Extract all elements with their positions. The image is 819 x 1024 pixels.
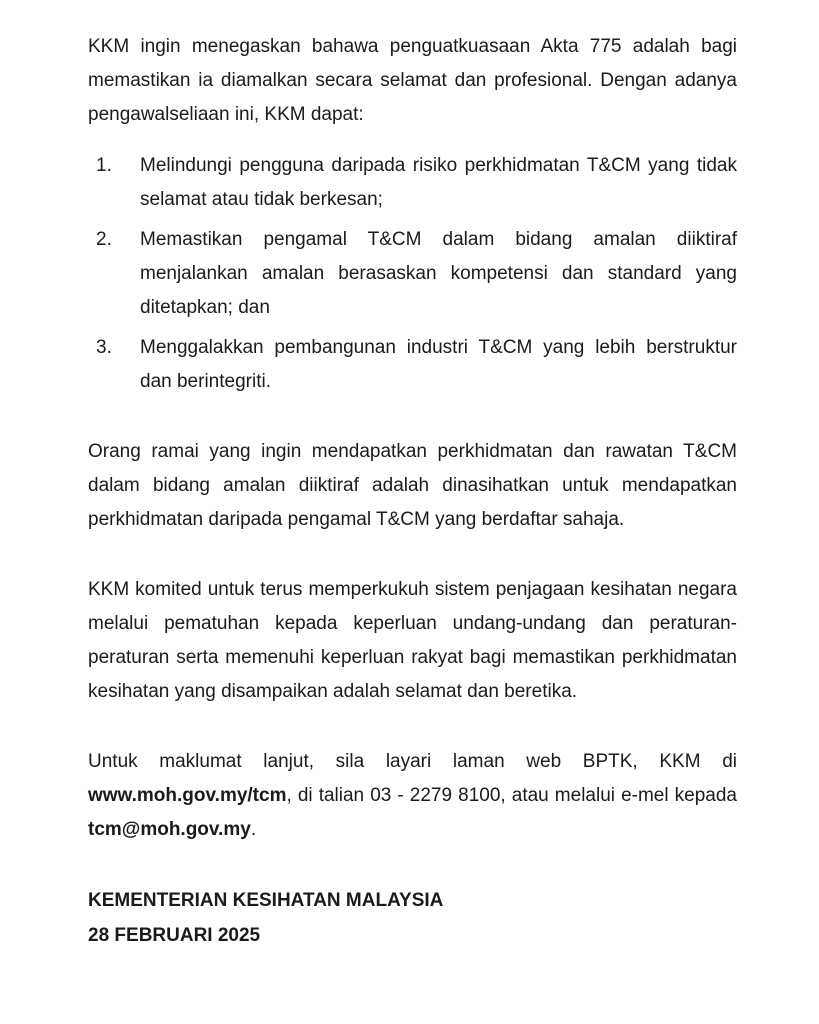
contact-paragraph — [88, 745, 737, 847]
numbered-list — [88, 149, 737, 399]
list-item — [88, 149, 737, 217]
list-item-text: Melindungi pengguna daripada risiko perkhidmatan T&CM yang tidak selamat atau tidak berkesan; — [140, 155, 737, 210]
signature-block — [88, 883, 737, 953]
contact-text: , di talian 03 - 2279 8100, atau melalui e-mel kepada — [286, 785, 737, 806]
website-url-text: www.moh.gov.my/tcm — [88, 785, 287, 806]
list-item — [88, 331, 737, 399]
list-item-number: 3. — [96, 337, 112, 358]
advice-paragraph: Orang ramai yang ingin mendapatkan perkhidmatan dan rawatan T&CM dalam bidang amalan diiktiraf adalah dinasihatkan untuk mendapatkan perkhidmatan daripada pengamal T&CM yang berdaftar sahaja. — [88, 441, 737, 530]
list-item-number: 1. — [96, 155, 112, 176]
signature-organization: KEMENTERIAN KESIHATAN MALAYSIA — [88, 890, 444, 911]
list-item-text: Memastikan pengamal T&CM dalam bidang amalan diiktiraf menjalankan amalan berasaskan kompetensi dan standard yang ditetapkan; dan — [140, 229, 737, 318]
signature-date: 28 FEBRUARI 2025 — [88, 925, 261, 946]
commitment-paragraph: KKM komited untuk terus memperkukuh sistem penjagaan kesihatan negara melalui pematuhan kepada keperluan undang-undang dan peraturan-peraturan serta memenuhi keperluan rakyat bagi memastikan perkhidmatan kesihatan yang disampaikan adalah selamat dan beretika. — [88, 579, 737, 702]
intro-paragraph: KKM ingin menegaskan bahawa penguatkuasaan Akta 775 adalah bagi memastikan ia diamalkan secara selamat dan profesional. Dengan adanya pengawalseliaan ini, KKM dapat: — [88, 36, 737, 125]
list-item — [88, 223, 737, 325]
contact-text: . — [250, 819, 257, 840]
contact-text: Untuk maklumat lanjut, sila layari laman web BPTK, KKM di — [88, 751, 737, 772]
email-address-text: tcm@moh.gov.my — [88, 819, 251, 840]
list-item-number: 2. — [96, 229, 112, 250]
list-item-text: Menggalakkan pembangunan industri T&CM yang lebih berstruktur dan berintegriti. — [140, 337, 737, 392]
